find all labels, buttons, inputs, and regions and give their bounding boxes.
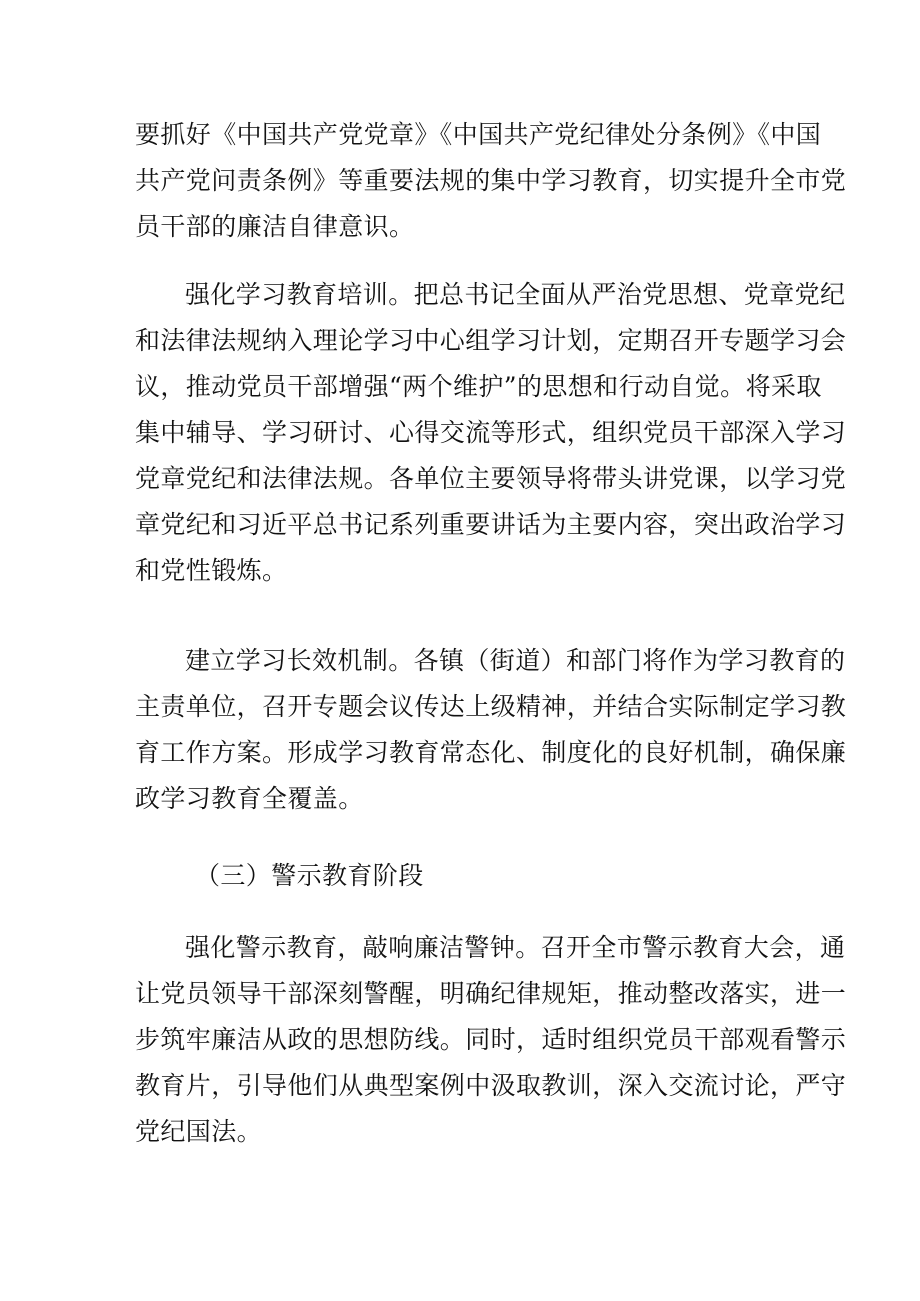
text-line: 和党性锻炼。 xyxy=(135,556,288,585)
text-line: 议，推动党员干部增强“两个维护”的思想和行动自觉。将采取 xyxy=(135,372,822,401)
paragraph-study-regulations xyxy=(135,112,847,250)
text-line: 育工作方案。形成学习教育常态化、制度化的良好机制，确保廉 xyxy=(135,738,847,767)
text-line: 强化学习教育培训。把总书记全面从严治党思想、党章党纪 xyxy=(185,280,846,309)
text-line: 教育片，引导他们从典型案例中汲取教训，深入交流讨论，严守 xyxy=(135,1071,847,1100)
paragraph-study-training xyxy=(135,272,847,594)
text-line: 章党纪和习近平总书记系列重要讲话为主要内容，突出政治学习 xyxy=(135,510,847,539)
text-line: 和法律法规纳入理论学习中心组学习计划，定期召开专题学习会 xyxy=(135,326,847,355)
text-line: 建立学习长效机制。各镇（街道）和部门将作为学习教育的 xyxy=(185,646,846,675)
text-line: 党章党纪和法律法规。各单位主要领导将带头讲党课，以学习党 xyxy=(135,464,847,493)
text-line: 政学习教育全覆盖。 xyxy=(135,784,364,813)
text-line: 员干部的廉洁自律意识。 xyxy=(135,212,415,241)
text-line: 共产党问责条例》等重要法规的集中学习教育，切实提升全市党 xyxy=(135,166,847,195)
text-line: 党纪国法。 xyxy=(135,1117,263,1146)
section-heading-warning-education xyxy=(135,853,795,899)
text-line: 集中辅导、学习研讨、心得交流等形式，组织党员干部深入学习 xyxy=(135,418,847,447)
text-line: 强化警示教育，敲响廉洁警钟。召开全市警示教育大会，通 xyxy=(185,933,846,962)
text-line: 要抓好《中国共产党党章》《中国共产党纪律处分条例》《中国 xyxy=(135,120,822,149)
paragraph-long-term-mechanism xyxy=(135,638,847,822)
text-line: 步筑牢廉洁从政的思想防线。同时，适时组织党员干部观看警示 xyxy=(135,1025,847,1054)
text-line: 主责单位，召开专题会议传达上级精神，并结合实际制定学习教 xyxy=(135,692,847,721)
text-line: 让党员领导干部深刻警醒，明确纪律规矩，推动整改落实，进一 xyxy=(135,979,847,1008)
section-heading: （三）警示教育阶段 xyxy=(195,861,424,890)
paragraph-warning-education xyxy=(135,925,847,1155)
